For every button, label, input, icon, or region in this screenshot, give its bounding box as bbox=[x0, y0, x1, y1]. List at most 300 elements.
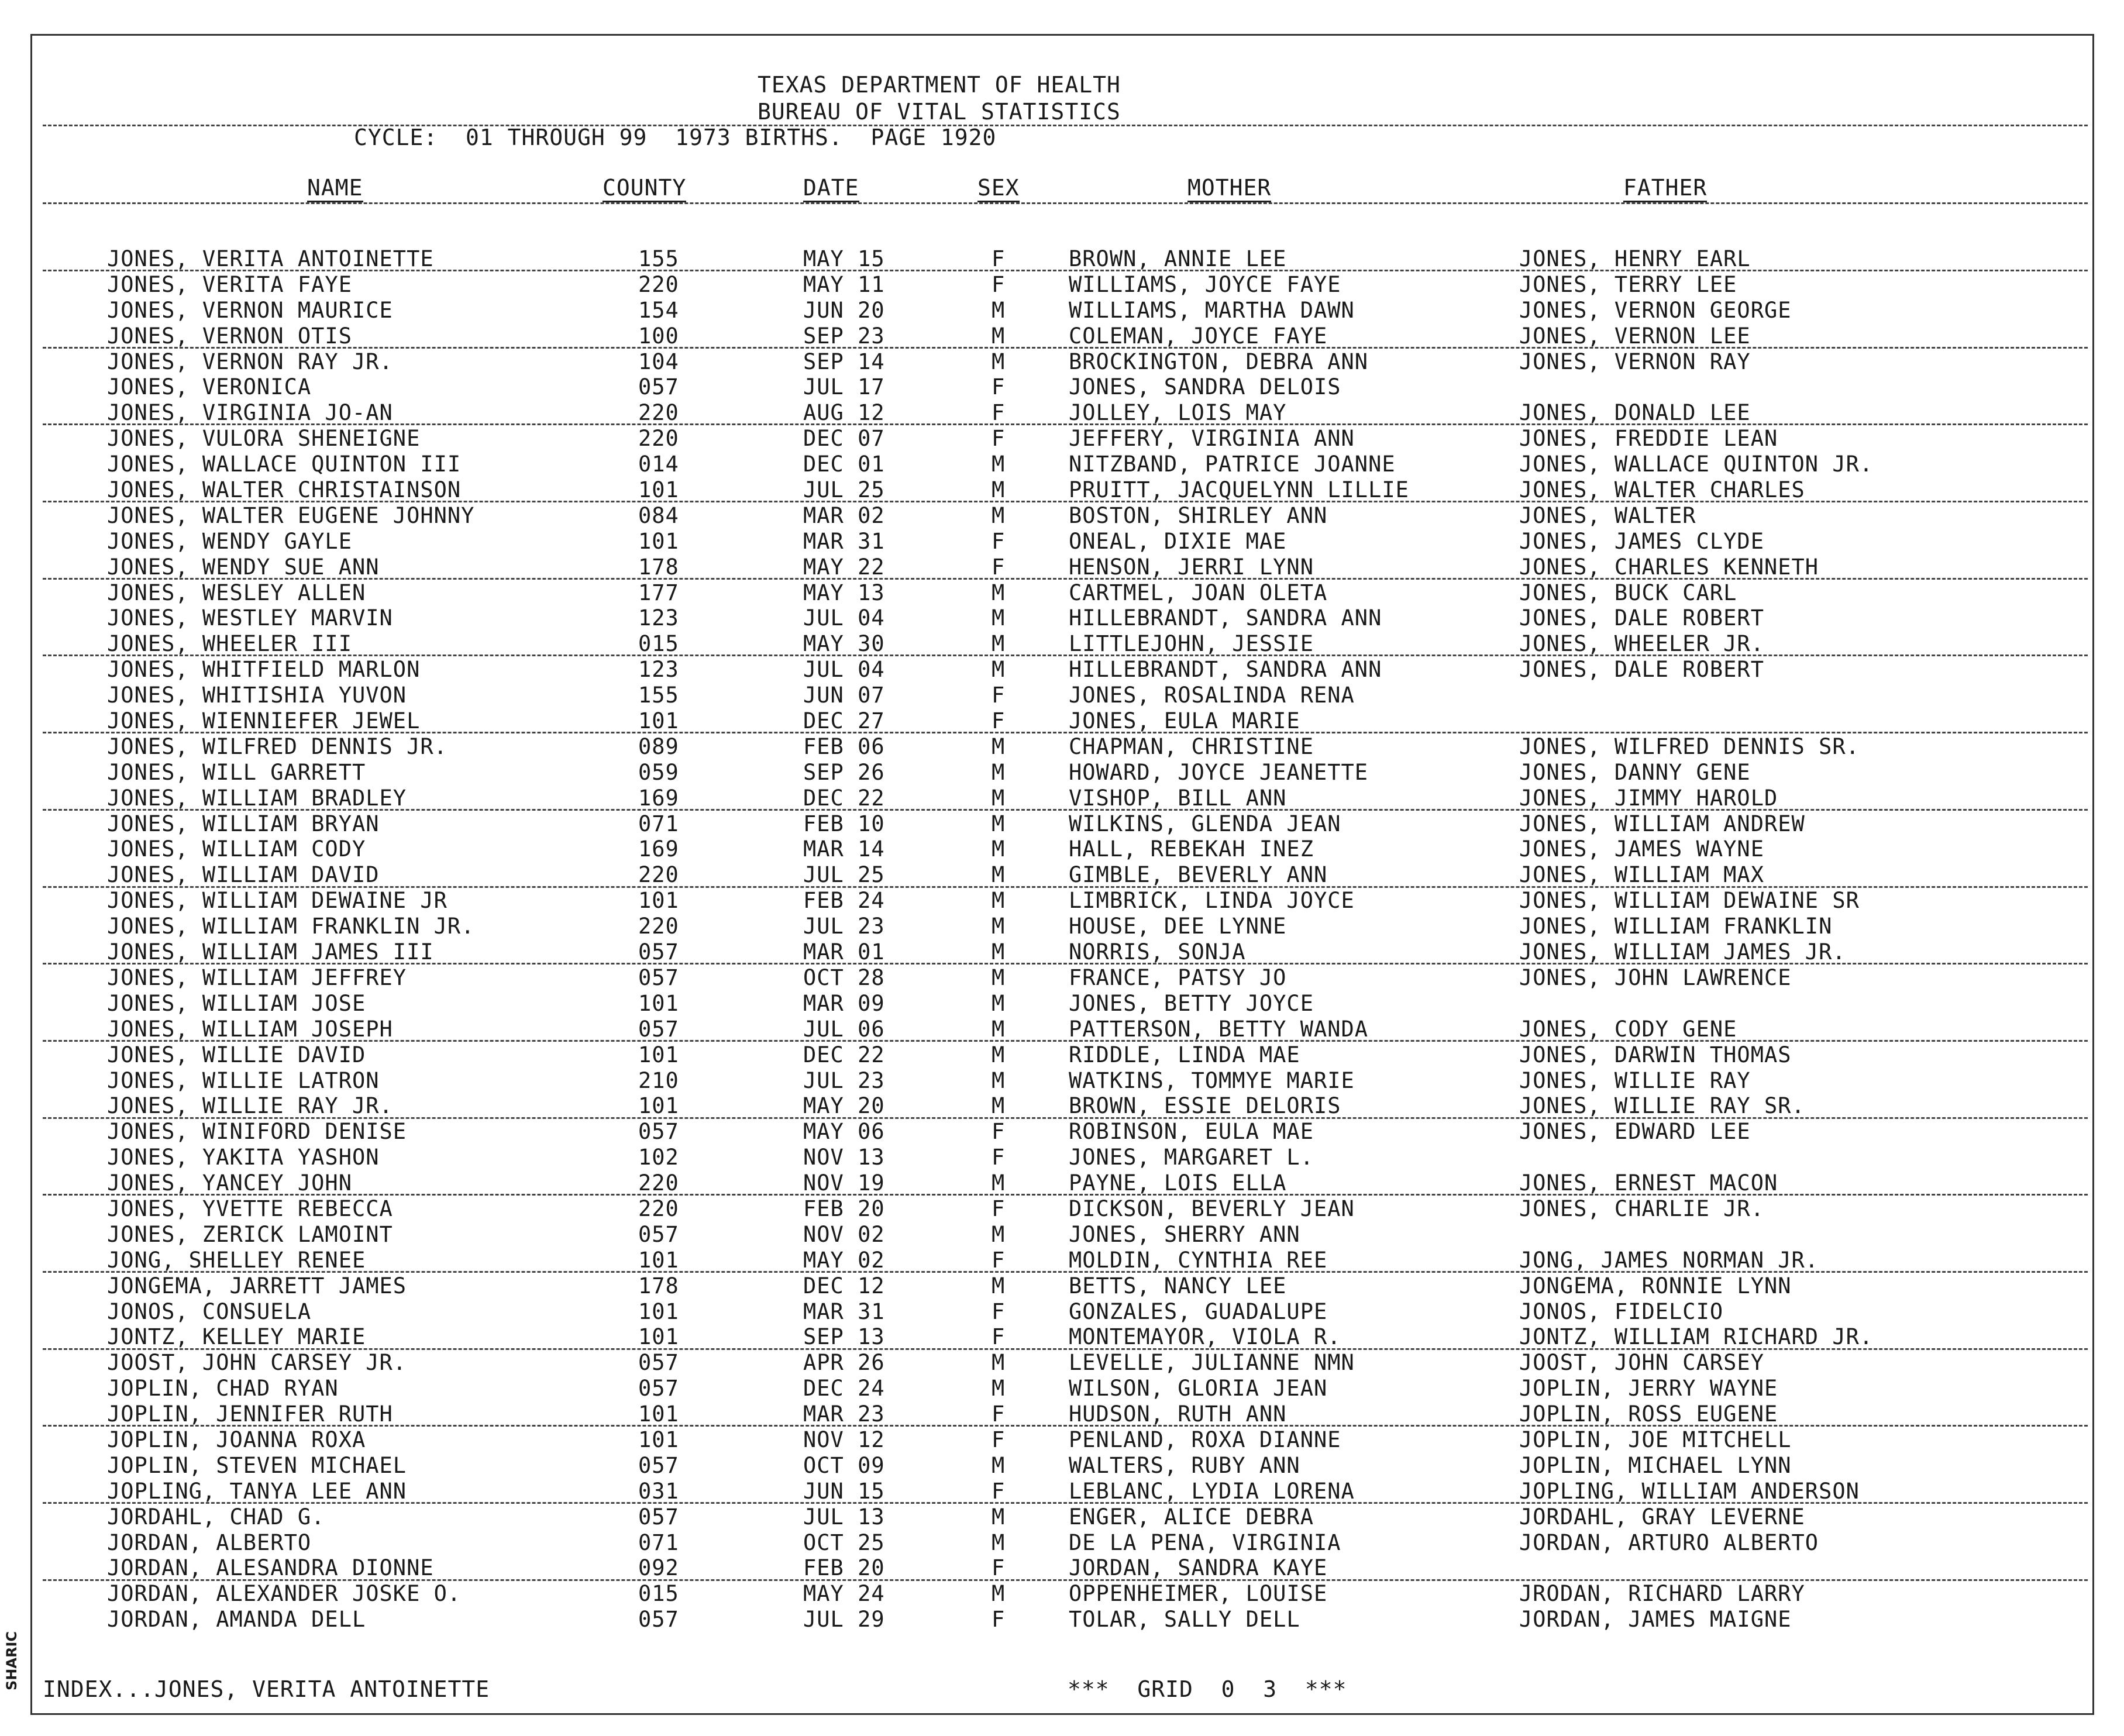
cell-father: JOPLIN, JERRY WAYNE bbox=[1519, 1376, 1778, 1401]
cell-name: JONES, VERONICA bbox=[107, 374, 312, 400]
cell-county: 101 bbox=[638, 528, 679, 554]
cell-sex: M bbox=[992, 452, 1006, 477]
header-bureau: BUREAU OF VITAL STATISTICS bbox=[758, 99, 1121, 125]
cell-date: MAY 11 bbox=[803, 271, 885, 297]
cell-county: 101 bbox=[638, 1324, 679, 1350]
cell-date: DEC 24 bbox=[803, 1376, 885, 1401]
cell-mother: WILKINS, GLENDA JEAN bbox=[1069, 811, 1341, 836]
row-separator bbox=[43, 423, 2088, 425]
cell-date: MAY 06 bbox=[803, 1119, 885, 1145]
cell-date: MAR 09 bbox=[803, 990, 885, 1016]
table-row bbox=[32, 1581, 2092, 1607]
cell-date: MAR 01 bbox=[803, 939, 885, 965]
cell-mother: DICKSON, BEVERLY JEAN bbox=[1069, 1196, 1355, 1221]
col-father-label: FATHER bbox=[1623, 175, 1707, 202]
cell-name: JONES, WALTER EUGENE JOHNNY bbox=[107, 502, 475, 528]
table-row bbox=[32, 246, 2092, 272]
cell-date: JUL 23 bbox=[803, 914, 885, 939]
cell-mother: MONTEMAYOR, VIOLA R. bbox=[1069, 1324, 1341, 1350]
cell-father: JORDAN, JAMES MAIGNE bbox=[1519, 1607, 1792, 1632]
cell-father: JONOS, FIDELCIO bbox=[1519, 1298, 1724, 1324]
cell-county: 101 bbox=[638, 990, 679, 1016]
cell-sex: M bbox=[992, 1581, 1006, 1607]
cell-date: JUN 20 bbox=[803, 297, 885, 323]
cell-sex: F bbox=[992, 1119, 1006, 1145]
cell-county: 057 bbox=[638, 1016, 679, 1042]
cell-mother: COLEMAN, JOYCE FAYE bbox=[1069, 323, 1328, 349]
cell-name: JONES, WILLIAM JAMES III bbox=[107, 939, 434, 965]
header-rule bbox=[43, 125, 2088, 126]
cell-mother: JONES, ROSALINDA RENA bbox=[1069, 683, 1355, 708]
cell-sex: M bbox=[992, 502, 1006, 528]
cell-mother: LEVELLE, JULIANNE NMN bbox=[1069, 1350, 1355, 1376]
cell-sex: M bbox=[992, 1093, 1006, 1119]
cell-name: JONES, WILLIE LATRON bbox=[107, 1067, 380, 1093]
cell-county: 177 bbox=[638, 580, 679, 605]
cell-mother: WILSON, GLORIA JEAN bbox=[1069, 1376, 1328, 1401]
cell-mother: JONES, BETTY JOYCE bbox=[1069, 990, 1314, 1016]
cell-county: 057 bbox=[638, 1452, 679, 1478]
cell-mother: VISHOP, BILL ANN bbox=[1069, 785, 1287, 811]
cell-father: JONES, WILLIAM DEWAINE SR bbox=[1519, 888, 1860, 914]
cell-sex: F bbox=[992, 708, 1006, 734]
cell-name: JONES, WILLIAM BRYAN bbox=[107, 811, 380, 836]
col-county bbox=[603, 175, 686, 201]
cell-county: 057 bbox=[638, 1221, 679, 1247]
cell-mother: DE LA PENA, VIRGINIA bbox=[1069, 1530, 1341, 1555]
cell-date: NOV 19 bbox=[803, 1170, 885, 1196]
cell-date: SEP 14 bbox=[803, 349, 885, 374]
col-sex-label: SEX bbox=[977, 175, 1020, 202]
cell-sex: M bbox=[992, 939, 1006, 965]
cell-sex: F bbox=[992, 374, 1006, 400]
cell-date: FEB 10 bbox=[803, 811, 885, 836]
cell-date: JUN 07 bbox=[803, 683, 885, 708]
cell-date: MAY 22 bbox=[803, 554, 885, 580]
cell-date: OCT 09 bbox=[803, 1452, 885, 1478]
cell-father: JONES, CODY GENE bbox=[1519, 1016, 1737, 1042]
cell-name: JONES, WHEELER III bbox=[107, 631, 352, 657]
cell-mother: LITTLEJOHN, JESSIE bbox=[1069, 631, 1314, 657]
cell-mother: WILLIAMS, JOYCE FAYE bbox=[1069, 271, 1341, 297]
cell-father: JONES, BUCK CARL bbox=[1519, 580, 1737, 605]
cell-date: AUG 12 bbox=[803, 400, 885, 426]
cell-county: 101 bbox=[638, 1401, 679, 1427]
cell-father: JONES, DALE ROBERT bbox=[1519, 657, 1764, 683]
cell-name: JONES, WILLIAM DAVID bbox=[107, 862, 380, 888]
cell-sex: M bbox=[992, 1221, 1006, 1247]
cell-sex: F bbox=[992, 554, 1006, 580]
cell-date: FEB 06 bbox=[803, 733, 885, 759]
row-separator bbox=[43, 809, 2088, 811]
row-separator bbox=[43, 1502, 2088, 1504]
col-county-label: COUNTY bbox=[603, 175, 686, 202]
cell-name: JONES, WILLIAM BRADLEY bbox=[107, 785, 407, 811]
cell-date: JUL 17 bbox=[803, 374, 885, 400]
cell-county: 057 bbox=[638, 939, 679, 965]
cell-mother: CARTMEL, JOAN OLETA bbox=[1069, 580, 1328, 605]
cell-sex: F bbox=[992, 1298, 1006, 1324]
cell-date: MAY 30 bbox=[803, 631, 885, 657]
cell-father: JONES, JAMES CLYDE bbox=[1519, 528, 1764, 554]
cell-name: JONES, VERNON OTIS bbox=[107, 323, 352, 349]
cell-name: JOPLING, TANYA LEE ANN bbox=[107, 1478, 407, 1504]
cell-sex: M bbox=[992, 836, 1006, 862]
col-name bbox=[307, 175, 363, 201]
cell-county: 220 bbox=[638, 862, 679, 888]
cell-sex: M bbox=[992, 477, 1006, 503]
cell-father: JONES, VERNON GEORGE bbox=[1519, 297, 1792, 323]
table-row bbox=[32, 529, 2092, 554]
cell-date: DEC 07 bbox=[803, 426, 885, 452]
cell-father: JOPLING, WILLIAM ANDERSON bbox=[1519, 1478, 1860, 1504]
cell-name: JORDAN, AMANDA DELL bbox=[107, 1607, 366, 1632]
cell-county: 155 bbox=[638, 246, 679, 271]
cell-name: JOPLIN, JENNIFER RUTH bbox=[107, 1401, 393, 1427]
cell-county: 220 bbox=[638, 400, 679, 426]
cell-father: JONES, DONALD LEE bbox=[1519, 400, 1751, 426]
table-row bbox=[32, 1273, 2092, 1299]
table-row bbox=[32, 1555, 2092, 1581]
cell-father: JONES, HENRY EARL bbox=[1519, 246, 1751, 271]
cell-date: SEP 13 bbox=[803, 1324, 885, 1350]
col-mother-label: MOTHER bbox=[1187, 175, 1271, 202]
cell-county: 104 bbox=[638, 349, 679, 374]
cell-father: JONES, DARWIN THOMAS bbox=[1519, 1042, 1792, 1067]
cell-date: SEP 26 bbox=[803, 759, 885, 785]
cell-name: JONES, WHITISHIA YUVON bbox=[107, 683, 407, 708]
table-row bbox=[32, 862, 2092, 888]
cell-date: JUL 29 bbox=[803, 1607, 885, 1632]
cell-mother: BETTS, NANCY LEE bbox=[1069, 1273, 1287, 1298]
cell-name: JOPLIN, JOANNA ROXA bbox=[107, 1427, 366, 1452]
cell-sex: M bbox=[992, 657, 1006, 683]
cell-date: OCT 25 bbox=[803, 1530, 885, 1555]
table-row bbox=[32, 786, 2092, 811]
cell-mother: HALL, REBEKAH INEZ bbox=[1069, 836, 1314, 862]
cell-county: 014 bbox=[638, 452, 679, 477]
cell-county: 015 bbox=[638, 631, 679, 657]
table-row bbox=[32, 708, 2092, 734]
ledger-sheet bbox=[30, 34, 2094, 1715]
row-separator bbox=[43, 1348, 2088, 1350]
header-cycle: CYCLE: 01 THROUGH 99 1973 BIRTHS. PAGE 1920 bbox=[354, 125, 997, 150]
footer-index: INDEX...JONES, VERITA ANTOINETTE bbox=[43, 1676, 490, 1702]
table-row bbox=[32, 760, 2092, 786]
cell-date: JUN 15 bbox=[803, 1478, 885, 1504]
cell-name: JONES, VERNON RAY JR. bbox=[107, 349, 393, 374]
cell-mother: PAYNE, LOIS ELLA bbox=[1069, 1170, 1287, 1196]
cell-mother: LIMBRICK, LINDA JOYCE bbox=[1069, 888, 1355, 914]
cell-county: 220 bbox=[638, 1196, 679, 1221]
row-separator bbox=[43, 1117, 2088, 1119]
cell-date: NOV 02 bbox=[803, 1221, 885, 1247]
cell-county: 057 bbox=[638, 1376, 679, 1401]
cell-sex: F bbox=[992, 1555, 1006, 1581]
table-row bbox=[32, 657, 2092, 683]
cell-mother: HUDSON, RUTH ANN bbox=[1069, 1401, 1287, 1427]
cell-mother: OPPENHEIMER, LOUISE bbox=[1069, 1581, 1328, 1607]
cell-father: JOPLIN, MICHAEL LYNN bbox=[1519, 1452, 1792, 1478]
cell-name: JONES, WILLIAM CODY bbox=[107, 836, 366, 862]
cell-date: DEC 01 bbox=[803, 452, 885, 477]
cell-name: JONTZ, KELLEY MARIE bbox=[107, 1324, 366, 1350]
cell-sex: M bbox=[992, 631, 1006, 657]
cell-county: 100 bbox=[638, 323, 679, 349]
table-row bbox=[32, 400, 2092, 426]
cell-father: JORDAHL, GRAY LEVERNE bbox=[1519, 1504, 1805, 1530]
table-row bbox=[32, 477, 2092, 503]
cell-county: 101 bbox=[638, 1247, 679, 1273]
table-row bbox=[32, 1093, 2092, 1119]
cell-father: JONES, DANNY GENE bbox=[1519, 759, 1751, 785]
cell-date: DEC 12 bbox=[803, 1273, 885, 1298]
cell-sex: M bbox=[992, 1452, 1006, 1478]
cell-sex: F bbox=[992, 1247, 1006, 1273]
cell-mother: BROWN, ANNIE LEE bbox=[1069, 246, 1287, 271]
cell-sex: M bbox=[992, 323, 1006, 349]
cell-county: 057 bbox=[638, 1504, 679, 1530]
cell-sex: F bbox=[992, 1427, 1006, 1452]
cell-sex: M bbox=[992, 1170, 1006, 1196]
cell-name: JONES, WINIFORD DENISE bbox=[107, 1119, 407, 1145]
cell-mother: PENLAND, ROXA DIANNE bbox=[1069, 1427, 1341, 1452]
table-row bbox=[32, 580, 2092, 606]
cell-mother: ROBINSON, EULA MAE bbox=[1069, 1119, 1314, 1145]
cell-mother: JONES, EULA MARIE bbox=[1069, 708, 1300, 734]
cell-sex: M bbox=[992, 1016, 1006, 1042]
table-row bbox=[32, 323, 2092, 349]
cell-county: 084 bbox=[638, 502, 679, 528]
cell-mother: BOSTON, SHIRLEY ANN bbox=[1069, 502, 1328, 528]
table-row bbox=[32, 605, 2092, 631]
cell-name: JORDAN, ALBERTO bbox=[107, 1530, 312, 1555]
cell-date: MAY 02 bbox=[803, 1247, 885, 1273]
col-father bbox=[1623, 175, 1707, 201]
cell-county: 057 bbox=[638, 374, 679, 400]
cell-county: 220 bbox=[638, 914, 679, 939]
cell-county: 102 bbox=[638, 1145, 679, 1170]
cell-sex: F bbox=[992, 1607, 1006, 1632]
cell-sex: M bbox=[992, 733, 1006, 759]
cell-date: JUL 25 bbox=[803, 862, 885, 888]
cell-name: JORDAHL, CHAD G. bbox=[107, 1504, 325, 1530]
cell-father: JONES, TERRY LEE bbox=[1519, 271, 1737, 297]
cell-name: JORDAN, ALESANDRA DIONNE bbox=[107, 1555, 434, 1581]
cell-date: FEB 20 bbox=[803, 1196, 885, 1221]
row-separator bbox=[43, 1425, 2088, 1427]
table-row bbox=[32, 965, 2092, 991]
table-row bbox=[32, 1248, 2092, 1273]
cell-name: JONES, WILFRED DENNIS JR. bbox=[107, 733, 447, 759]
cell-father: JONES, CHARLIE JR. bbox=[1519, 1196, 1764, 1221]
cell-mother: TOLAR, SALLY DELL bbox=[1069, 1607, 1300, 1632]
cell-sex: F bbox=[992, 400, 1006, 426]
cell-county: 101 bbox=[638, 1093, 679, 1119]
cell-county: 169 bbox=[638, 785, 679, 811]
cell-date: FEB 24 bbox=[803, 888, 885, 914]
cell-name: JONES, WHITFIELD MARLON bbox=[107, 657, 421, 683]
cell-sex: F bbox=[992, 246, 1006, 271]
cell-date: DEC 22 bbox=[803, 1042, 885, 1067]
cell-sex: M bbox=[992, 1067, 1006, 1093]
cell-father: JRODAN, RICHARD LARRY bbox=[1519, 1581, 1805, 1607]
cell-mother: WILLIAMS, MARTHA DAWN bbox=[1069, 297, 1355, 323]
cell-mother: JOLLEY, LOIS MAY bbox=[1069, 400, 1287, 426]
cell-father: JONES, CHARLES KENNETH bbox=[1519, 554, 1819, 580]
table-row bbox=[32, 683, 2092, 708]
cell-sex: M bbox=[992, 914, 1006, 939]
cell-mother: PRUITT, JACQUELYNN LILLIE bbox=[1069, 477, 1409, 503]
cell-date: JUL 04 bbox=[803, 605, 885, 631]
table-row bbox=[32, 374, 2092, 400]
table-row bbox=[32, 888, 2092, 914]
column-rule bbox=[43, 202, 2088, 204]
cell-name: JOOST, JOHN CARSEY JR. bbox=[107, 1350, 407, 1376]
cell-county: 089 bbox=[638, 733, 679, 759]
cell-sex: M bbox=[992, 580, 1006, 605]
cell-county: 101 bbox=[638, 1298, 679, 1324]
header-dept: TEXAS DEPARTMENT OF HEALTH bbox=[758, 72, 1121, 98]
cell-sex: F bbox=[992, 1401, 1006, 1427]
table-row bbox=[32, 1350, 2092, 1376]
cell-father: JONES, EDWARD LEE bbox=[1519, 1119, 1751, 1145]
cell-mother: ENGER, ALICE DEBRA bbox=[1069, 1504, 1314, 1530]
cell-date: MAR 02 bbox=[803, 502, 885, 528]
cell-mother: HILLEBRANDT, SANDRA ANN bbox=[1069, 605, 1382, 631]
cell-date: NOV 12 bbox=[803, 1427, 885, 1452]
cell-date: DEC 27 bbox=[803, 708, 885, 734]
cell-father: JONES, JOHN LAWRENCE bbox=[1519, 965, 1792, 990]
cell-name: JONES, YVETTE REBECCA bbox=[107, 1196, 393, 1221]
cell-sex: F bbox=[992, 528, 1006, 554]
cell-date: MAY 24 bbox=[803, 1581, 885, 1607]
cell-date: MAY 15 bbox=[803, 246, 885, 271]
cell-father: JONES, WILLIAM MAX bbox=[1519, 862, 1764, 888]
cell-name: JONOS, CONSUELA bbox=[107, 1298, 312, 1324]
cell-name: JONES, WESLEY ALLEN bbox=[107, 580, 366, 605]
cell-date: JUL 13 bbox=[803, 1504, 885, 1530]
cell-county: 123 bbox=[638, 605, 679, 631]
row-separator bbox=[43, 732, 2088, 733]
row-separator bbox=[43, 578, 2088, 580]
col-sex bbox=[977, 175, 1020, 201]
row-separator bbox=[43, 347, 2088, 349]
cell-father: JORDAN, ARTURO ALBERTO bbox=[1519, 1530, 1819, 1555]
cell-mother: FRANCE, PATSY JO bbox=[1069, 965, 1287, 990]
row-separator bbox=[43, 270, 2088, 271]
row-separator bbox=[43, 501, 2088, 502]
cell-name: JONES, WESTLEY MARVIN bbox=[107, 605, 393, 631]
cell-father: JONES, WILLIAM FRANKLIN bbox=[1519, 914, 1833, 939]
cell-sex: F bbox=[992, 1478, 1006, 1504]
cell-father: JONES, WILFRED DENNIS SR. bbox=[1519, 733, 1860, 759]
row-separator bbox=[43, 1271, 2088, 1273]
row-separator bbox=[43, 963, 2088, 965]
table-row bbox=[32, 1479, 2092, 1504]
cell-name: JONGEMA, JARRETT JAMES bbox=[107, 1273, 407, 1298]
cell-sex: M bbox=[992, 1273, 1006, 1298]
table-row bbox=[32, 1068, 2092, 1094]
cell-mother: HILLEBRANDT, SANDRA ANN bbox=[1069, 657, 1382, 683]
table-row bbox=[32, 1196, 2092, 1222]
cell-sex: M bbox=[992, 1530, 1006, 1555]
row-separator bbox=[43, 1040, 2088, 1042]
cell-county: 057 bbox=[638, 965, 679, 990]
cell-date: JUL 25 bbox=[803, 477, 885, 503]
cell-mother: ONEAL, DIXIE MAE bbox=[1069, 528, 1287, 554]
cell-name: JONES, WILLIAM DEWAINE JR bbox=[107, 888, 447, 914]
cell-father: JONES, ERNEST MACON bbox=[1519, 1170, 1778, 1196]
cell-county: 220 bbox=[638, 426, 679, 452]
table-row bbox=[32, 1504, 2092, 1530]
table-row bbox=[32, 272, 2092, 298]
cell-name: JONES, ZERICK LAMOINT bbox=[107, 1221, 393, 1247]
cell-name: JONES, WILLIE RAY JR. bbox=[107, 1093, 393, 1119]
cell-father: JONES, DALE ROBERT bbox=[1519, 605, 1764, 631]
cell-date: JUL 23 bbox=[803, 1067, 885, 1093]
cell-sex: M bbox=[992, 990, 1006, 1016]
table-row bbox=[32, 1170, 2092, 1196]
cell-sex: M bbox=[992, 297, 1006, 323]
cell-sex: M bbox=[992, 785, 1006, 811]
cell-name: JONES, WALLACE QUINTON III bbox=[107, 452, 462, 477]
table-row bbox=[32, 836, 2092, 862]
cell-date: MAR 31 bbox=[803, 528, 885, 554]
cell-mother: GONZALES, GUADALUPE bbox=[1069, 1298, 1328, 1324]
cell-father: JONES, FREDDIE LEAN bbox=[1519, 426, 1778, 452]
cell-name: JONES, WENDY GAYLE bbox=[107, 528, 352, 554]
cell-county: 057 bbox=[638, 1350, 679, 1376]
cell-father: JONES, VERNON LEE bbox=[1519, 323, 1751, 349]
cell-county: 057 bbox=[638, 1607, 679, 1632]
cell-name: JONES, VERITA ANTOINETTE bbox=[107, 246, 434, 271]
cell-sex: M bbox=[992, 1504, 1006, 1530]
cell-father: JONES, WHEELER JR. bbox=[1519, 631, 1764, 657]
cell-mother: LEBLANC, LYDIA LORENA bbox=[1069, 1478, 1355, 1504]
cell-date: SEP 23 bbox=[803, 323, 885, 349]
cell-county: 057 bbox=[638, 1119, 679, 1145]
cell-date: MAR 14 bbox=[803, 836, 885, 862]
cell-county: 071 bbox=[638, 811, 679, 836]
cell-sex: M bbox=[992, 759, 1006, 785]
cell-county: 155 bbox=[638, 683, 679, 708]
cell-sex: M bbox=[992, 862, 1006, 888]
cell-name: JONES, VERNON MAURICE bbox=[107, 297, 393, 323]
cell-mother: HOUSE, DEE LYNNE bbox=[1069, 914, 1287, 939]
cell-name: JONES, WILLIAM FRANKLIN JR. bbox=[107, 914, 475, 939]
row-separator bbox=[43, 1194, 2088, 1196]
table-row bbox=[32, 1530, 2092, 1556]
cell-county: 031 bbox=[638, 1478, 679, 1504]
cell-name: JONES, VULORA SHENEIGNE bbox=[107, 426, 421, 452]
cell-sex: F bbox=[992, 1145, 1006, 1170]
cell-date: JUL 04 bbox=[803, 657, 885, 683]
table-row bbox=[32, 1427, 2092, 1453]
table-row bbox=[32, 939, 2092, 965]
cell-father: JONES, WALTER bbox=[1519, 502, 1696, 528]
cell-date: NOV 13 bbox=[803, 1145, 885, 1170]
cell-sex: M bbox=[992, 1376, 1006, 1401]
cell-father: JOOST, JOHN CARSEY bbox=[1519, 1350, 1764, 1376]
cell-father: JONG, JAMES NORMAN JR. bbox=[1519, 1247, 1819, 1273]
cell-name: JOPLIN, CHAD RYAN bbox=[107, 1376, 339, 1401]
cell-mother: GIMBLE, BEVERLY ANN bbox=[1069, 862, 1328, 888]
table-row bbox=[32, 1145, 2092, 1170]
cell-mother: HOWARD, JOYCE JEANETTE bbox=[1069, 759, 1369, 785]
table-row bbox=[32, 631, 2092, 657]
cell-county: 178 bbox=[638, 554, 679, 580]
